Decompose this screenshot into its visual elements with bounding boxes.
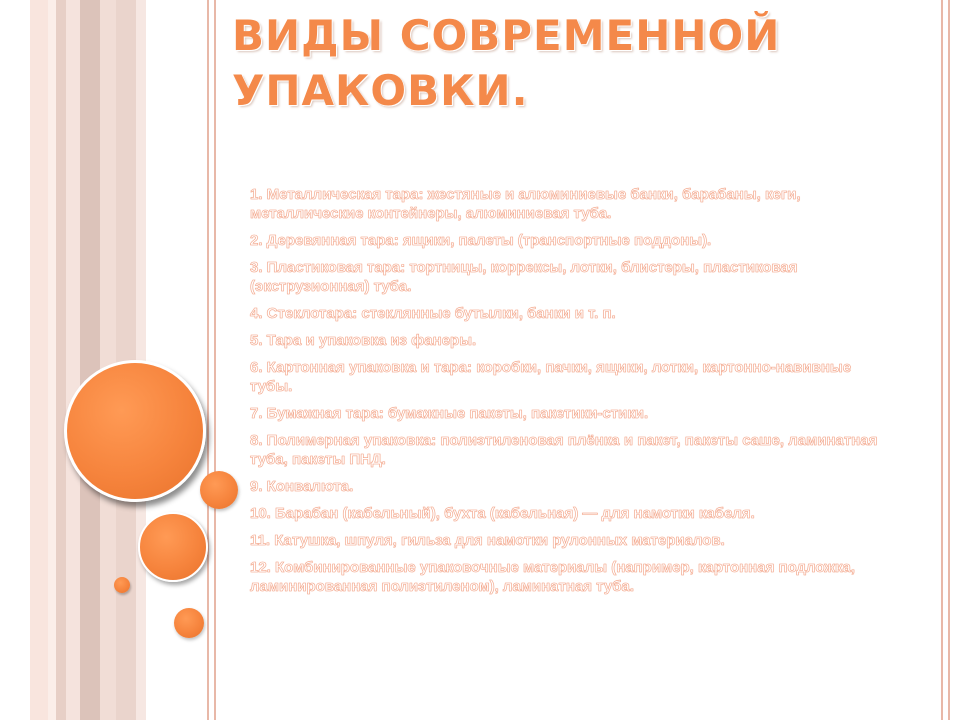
list-item: 7. Бумажная тара: бумажные пакеты, пакетики-стики. xyxy=(250,405,649,422)
decor-circle-medium xyxy=(138,512,208,582)
content-list xyxy=(250,185,880,604)
list-item: 8. Полимерная упаковка: полиэтиленовая плёнка и пакет, пакеты саше, ламинатная туба, пакеты ПНД. xyxy=(250,432,878,468)
slide-title: ВИДЫ СОВРЕМЕННОЙ УПАКОВКИ. xyxy=(232,11,781,115)
decor-line xyxy=(948,0,950,720)
list-item: 4. Стеклотара: стеклянные бутылки, банки и т. п. xyxy=(250,305,616,322)
list-item: 5. Тара и упаковка из фанеры. xyxy=(250,332,477,349)
decor-stripe xyxy=(80,0,100,720)
decor-stripe xyxy=(66,0,80,720)
decor-line xyxy=(207,0,209,720)
decor-line xyxy=(941,0,943,720)
list-item: 3. Пластиковая тара: тортницы, коррексы, лотки, блистеры, пластиковая (экструзионная) туба. xyxy=(250,259,798,295)
list-item: 10. Барабан (кабельный), бухта (кабельная) — для намотки кабеля. xyxy=(250,505,755,522)
decor-line xyxy=(214,0,216,720)
decor-stripe xyxy=(30,0,48,720)
decor-circle-small xyxy=(114,577,130,593)
list-item: 1. Металлическая тара: жестяные и алюминиевые банки, барабаны, кеги, металлические контейнеры, алюминиевая туба. xyxy=(250,186,801,222)
decor-stripe xyxy=(48,0,56,720)
decor-circle-large xyxy=(64,360,206,502)
list-item: 9. Конвалюта. xyxy=(250,478,354,495)
decor-circle-small xyxy=(174,608,204,638)
list-item: 2. Деревянная тара: ящики, палеты (транспортные поддоны). xyxy=(250,232,712,249)
list-item: 6. Картонная упаковка и тара: коробки, пачки, ящики, лотки, картонно-навивные тубы. xyxy=(250,359,852,395)
decor-stripe xyxy=(56,0,66,720)
decor-circle-medium xyxy=(200,471,238,509)
decor-stripe xyxy=(100,0,116,720)
list-item: 12. Комбинированные упаковочные материалы (например, картонная подложка, ламинированная полиэтиленом), ламинатная туба. xyxy=(250,559,855,595)
list-item: 11. Катушка, шпуля, гильза для намотки рулонных материалов. xyxy=(250,532,725,549)
